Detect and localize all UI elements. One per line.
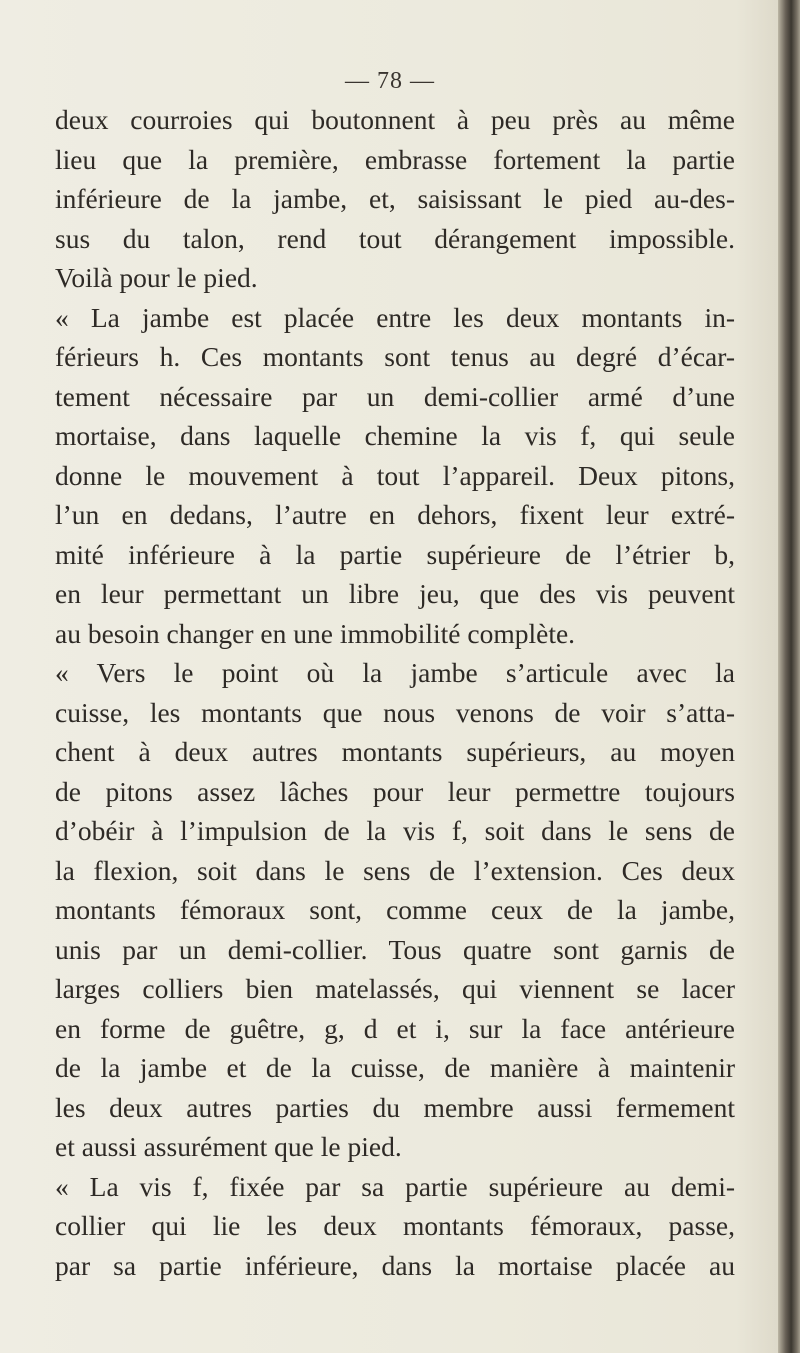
- text-line: sus du talon, rend tout dérangement impossible.: [55, 222, 735, 254]
- text-line: au besoin changer en une immobilité complète.: [55, 617, 576, 649]
- text-line: montants fémoraux sont, comme ceux de la jambe,: [55, 894, 735, 925]
- text-line: deux courroies qui boutonnent à peu près au même: [55, 104, 735, 135]
- text-line: en forme de guêtre, g, d et i, sur la face antérieure: [55, 1012, 735, 1044]
- text-line: la flexion, soit dans le sens de l’extension. Ces deux: [55, 854, 735, 886]
- text-line: chent à deux autres montants supérieurs, au moyen: [55, 736, 735, 767]
- text-line: inférieure de la jambe, et, saisissant le pied au-des-: [55, 183, 735, 214]
- text-line: lieu que la première, embrasse fortement la partie: [55, 143, 735, 175]
- text-line: unis par un demi-collier. Tous quatre sont garnis de: [55, 933, 735, 965]
- text-line: « La jambe est placée entre les deux montants in-: [55, 301, 735, 333]
- page-number: — 78 —: [345, 68, 435, 94]
- text-line: de la jambe et de la cuisse, de manière à maintenir: [55, 1052, 735, 1083]
- text-line: d’obéir à l’impulsion de la vis f, soit dans le sens de: [55, 815, 735, 846]
- text-line: les deux autres parties du membre aussi fermement: [55, 1091, 735, 1123]
- text-line: par sa partie inférieure, dans la mortaise placée au: [55, 1249, 735, 1281]
- text-line: férieurs h. Ces montants sont tenus au degré d’écar-: [55, 341, 735, 372]
- body-text: [55, 100, 735, 1285]
- text-line: donne le mouvement à tout l’appareil. Deux pitons,: [55, 459, 735, 491]
- text-line: et aussi assurément que le pied.: [55, 1131, 402, 1162]
- text-line: tement nécessaire par un demi-collier armé d’une: [55, 380, 735, 412]
- text-line: Voilà pour le pied.: [55, 262, 258, 293]
- text-line: en leur permettant un libre jeu, que des vis peuvent: [55, 578, 735, 609]
- text-line: larges colliers bien matelassés, qui viennent se lacer: [55, 973, 735, 1004]
- text-line: mortaise, dans laquelle chemine la vis f, qui seule: [55, 420, 735, 451]
- text-line: de pitons assez lâches pour leur permettre toujours: [55, 775, 735, 807]
- text-line: collier qui lie les deux montants fémoraux, passe,: [55, 1210, 735, 1241]
- text-line: « Vers le point où la jambe s’articule avec la: [55, 657, 735, 688]
- text-line: « La vis f, fixée par sa partie supérieure au demi-: [55, 1170, 735, 1202]
- page-binding-edge: [778, 0, 800, 1353]
- text-line: l’un en dedans, l’autre en dehors, fixent leur extré-: [55, 499, 735, 530]
- text-line: cuisse, les montants que nous venons de voir s’atta-: [55, 696, 735, 728]
- text-line: mité inférieure à la partie supérieure de l’étrier b,: [55, 538, 735, 570]
